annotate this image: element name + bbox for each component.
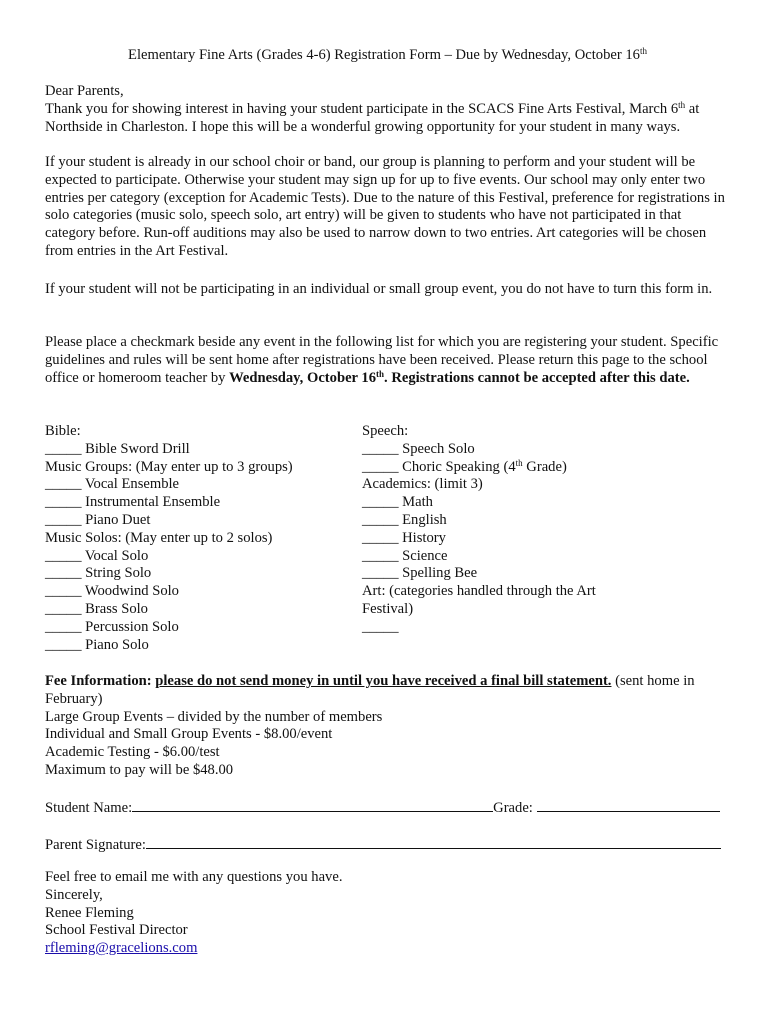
checkmark-blank[interactable]: _____: [45, 636, 82, 653]
event-checklist-item[interactable]: [45, 583, 345, 601]
fee-line: Individual and Small Group Events - $8.00/event: [45, 726, 333, 743]
parent-signature-row: [45, 834, 730, 855]
event-label: Vocal Solo: [81, 547, 149, 564]
checkmark-blank[interactable]: _____: [45, 440, 82, 457]
event-category-heading: Speech:: [362, 423, 409, 439]
event-category-heading: Festival): [362, 600, 414, 617]
event-checklist-item[interactable]: [362, 494, 662, 512]
instructions-paragraph: Please place a checkmark beside any event in the following list for which you are registering your student. Specific guidelines and rules will be sent home after registrations have been received. Please return this page to the school office or homeroom teacher by Wednesday, October 16th. Registrations cannot be accepted after this date.: [45, 334, 719, 386]
checkmark-blank[interactable]: _____: [45, 600, 82, 617]
event-category-heading: Art: (categories handled through the Art: [362, 583, 596, 600]
event-checklist-item[interactable]: _____ Choric Speaking (4th Grade): [362, 457, 567, 475]
event-list-left: [45, 423, 345, 654]
event-category-heading: Music Groups: (May enter up to 3 groups): [45, 458, 293, 475]
grade-label: Grade:: [493, 800, 533, 816]
event-label: Instrumental Ensemble: [81, 494, 221, 511]
page-title: Elementary Fine Arts (Grades 4-6) Registration Form – Due by Wednesday, October 16th: [128, 46, 647, 63]
fee-information: Fee Information: please do not send money in until you have received a final bill statement. (sent home in February) Large Group Events – divided by the number of members Individual and Small Group Events - $8.00/event Academic Testing - $6.00/test Maximum to pay will be $48.00: [45, 673, 730, 780]
student-name-field[interactable]: [132, 797, 493, 812]
event-label: History: [398, 529, 446, 546]
event-category-heading: Bible:: [45, 423, 81, 439]
letter-greeting: Dear Parents,: [45, 83, 124, 99]
checkmark-blank[interactable]: _____: [45, 618, 82, 635]
event-checklist-item[interactable]: [45, 441, 345, 459]
event-label: Bible Sword Drill: [81, 440, 190, 457]
event-label: Science: [398, 547, 448, 564]
event-checklist-item[interactable]: [362, 512, 662, 530]
fee-label: Fee Information:: [45, 673, 152, 689]
event-label: Math: [398, 494, 433, 511]
student-name-label: Student Name:: [45, 800, 133, 816]
checkmark-blank[interactable]: _____: [45, 583, 82, 600]
grade-field[interactable]: [537, 797, 720, 812]
event-checklist-item[interactable]: [45, 601, 345, 619]
participation-paragraph: If your student is already in our school choir or band, our group is planning to perform and your student will be expected to participate. Otherwise your student may sign up for up to five events. Our school may only enter two entries per category (exception for Academic Tests). Due to the nature of this Festival, preference for registrations in solo categories (music solo, speech solo, art entry) will be given to students who have not participated in that category before. Run-off auditions may also be used to narrow down to two entries. Art categories will be chosen from entries in the Art Festival.: [45, 154, 725, 259]
fee-line: Academic Testing - $6.00/test: [45, 744, 220, 761]
event-label: Choric Speaking (4: [398, 458, 516, 475]
event-checklist-item[interactable]: [45, 494, 345, 512]
event-checklist-item[interactable]: [362, 530, 662, 548]
event-checklist-item[interactable]: [45, 637, 345, 655]
email-link[interactable]: rfleming@gracelions.com: [45, 940, 198, 957]
event-label: Vocal Ensemble: [81, 476, 180, 493]
fee-line: Large Group Events – divided by the number of members: [45, 708, 383, 725]
event-category-heading: Academics: (limit 3): [362, 476, 483, 493]
signer-role: School Festival Director: [45, 922, 188, 939]
checkmark-blank[interactable]: _____: [45, 494, 82, 511]
event-label: English: [398, 511, 447, 528]
non-participation-paragraph: If your student will not be participating in an individual or small group event, you do not have to turn this form in.: [45, 281, 713, 297]
event-label: Piano Solo: [81, 636, 149, 653]
checkmark-blank[interactable]: _____: [362, 547, 399, 564]
fee-line: Maximum to pay will be $48.00: [45, 761, 234, 778]
checkmark-blank[interactable]: _____: [362, 529, 399, 546]
checkmark-blank[interactable]: _____: [45, 476, 82, 493]
event-checklist-item[interactable]: [362, 565, 662, 583]
checkmark-blank[interactable]: _____: [362, 458, 399, 475]
checkmark-blank[interactable]: _____: [362, 618, 399, 635]
event-label: Spelling Bee: [398, 565, 478, 582]
event-label: String Solo: [81, 565, 152, 582]
parent-signature-field[interactable]: [146, 834, 721, 849]
event-label: Piano Duet: [81, 511, 151, 528]
event-label: Percussion Solo: [81, 618, 179, 635]
intro-paragraph: Thank you for showing interest in having your student participate in the SCACS Fine Arts Festival, March 6th at Northside in Charleston. I hope this will be a wonderful growing opportunity for your student in many ways.: [45, 100, 700, 135]
checkmark-blank[interactable]: _____: [362, 440, 399, 457]
fee-warning: please do not send money in until you have received a final bill statement.: [155, 673, 612, 689]
checkmark-blank[interactable]: _____: [45, 565, 82, 582]
event-checklist-item[interactable]: [362, 548, 662, 566]
event-list-right: [362, 423, 662, 637]
event-label: Brass Solo: [81, 600, 148, 617]
event-label: Speech Solo: [398, 440, 475, 457]
event-checklist-item[interactable]: [362, 441, 662, 459]
closing-note: Feel free to email me with any questions you have.: [45, 869, 343, 885]
event-category-heading: Music Solos: (May enter up to 2 solos): [45, 529, 273, 546]
signer-name: Renee Fleming: [45, 904, 134, 921]
closing-salutation: Sincerely,: [45, 886, 103, 903]
checkmark-blank[interactable]: _____: [45, 511, 82, 528]
event-checklist-item[interactable]: [45, 512, 345, 530]
event-checklist-item[interactable]: [45, 476, 345, 494]
event-checklist-item[interactable]: [362, 619, 662, 637]
event-label: Woodwind Solo: [81, 583, 179, 600]
checkmark-blank[interactable]: _____: [362, 565, 399, 582]
checkmark-blank[interactable]: _____: [45, 547, 82, 564]
checkmark-blank[interactable]: _____: [362, 511, 399, 528]
parent-signature-label: Parent Signature:: [45, 837, 146, 853]
checkmark-blank[interactable]: _____: [362, 494, 399, 511]
event-checklist-item[interactable]: [45, 565, 345, 583]
event-checklist-item[interactable]: [45, 619, 345, 637]
student-name-row: [45, 797, 730, 818]
event-checklist-item[interactable]: [45, 548, 345, 566]
closing: [45, 869, 730, 958]
